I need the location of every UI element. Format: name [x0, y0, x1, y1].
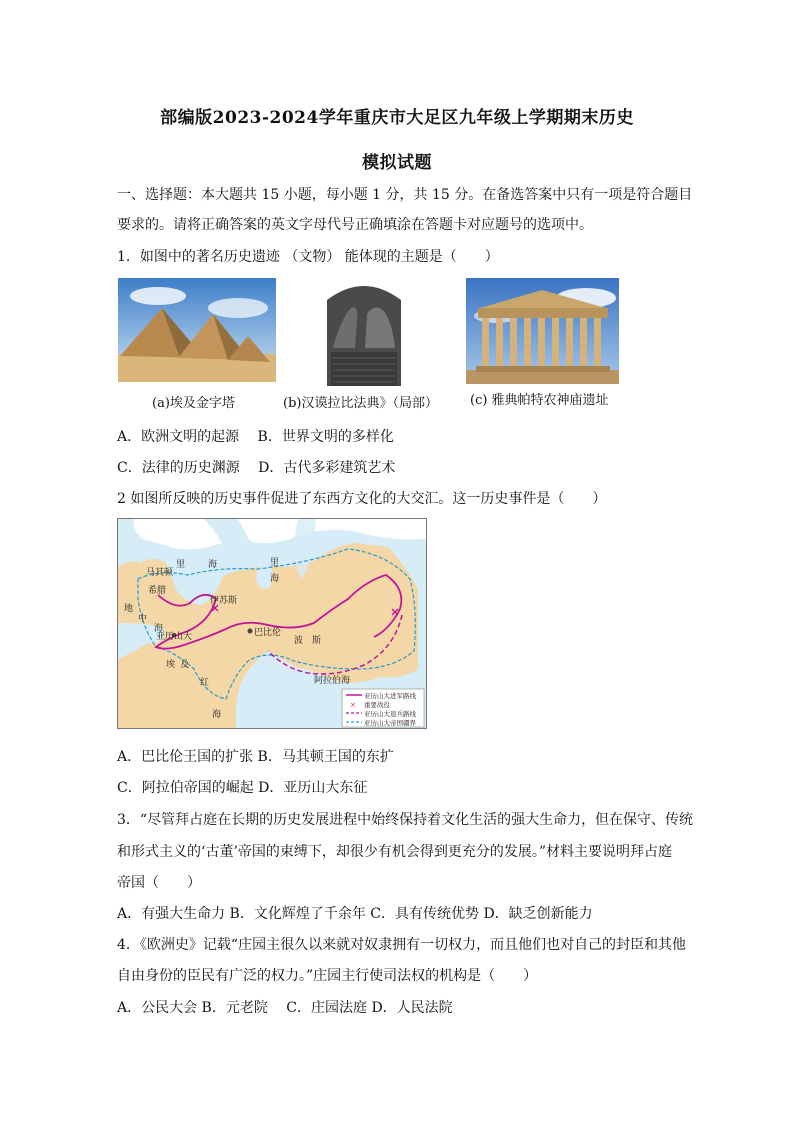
map-label-babylon: 巴比伦: [254, 628, 282, 638]
q1-options-line1: A．欧洲文明的起源 B．世界文明的多样化: [117, 429, 394, 445]
q2-options-line2: C．阿拉伯帝国的崛起 D．亚历山大东征: [117, 780, 368, 796]
map-legend: [342, 689, 424, 727]
q2-options-line1: A．巴比伦王国的扩张 B．马其顿王国的东扩: [117, 749, 394, 765]
alexander-campaign-map: [117, 518, 427, 729]
q3-stem-line1: 3．“尽管拜占庭在长期的历史发展进程中始终保持着文化生活的强大生命力，但在保守、传统: [117, 812, 694, 828]
map-label-arabian-sea: 阿拉伯海: [314, 676, 351, 686]
map-label-mediterranean-1: 地: [124, 604, 134, 614]
svg-text:×: ×: [350, 701, 356, 709]
pyramids-image: [118, 278, 276, 382]
document-title-line2: 模拟试题: [362, 153, 432, 173]
parthenon-image: [466, 278, 619, 384]
q2-stem: 2 如图所反映的历史事件促进了东西方文化的大交汇。这一历史事件是（ ）: [117, 491, 607, 507]
caption-hammurabi: (b)汉谟拉比法典》（局部）: [283, 396, 438, 411]
q3-stem-line3: 帝国（ ）: [117, 875, 201, 891]
legend-advance-route: 亚历山大进军路线: [364, 692, 416, 700]
hammurabi-stele-image: [321, 278, 407, 386]
map-label-issus: 伊苏斯: [210, 596, 238, 606]
q4-options: A．公民大会 B．元老院 C．庄园法庭 D．人民法院: [117, 1000, 453, 1016]
map-label-mediterranean-2: 中: [138, 614, 148, 624]
section-instructions-line1: 一、选择题：本大题共 15 小题，每小题 1 分，共 15 分。在备选答案中只有一项是符合题目: [117, 187, 693, 203]
caption-pyramids: (a)埃及金字塔: [152, 396, 235, 411]
map-label-red-sea-2: 海: [212, 710, 222, 720]
q4-stem-line1: 4．《欧洲史》记载“庄园主很久以来就对奴隶拥有一切权力，而且他们也对自己的封臣和其他: [117, 937, 687, 953]
map-label-black-sea-2: 海: [208, 560, 218, 570]
map-label-alexandria: 亚历山大: [156, 632, 193, 642]
map-label-macedonia: 马其顿: [146, 568, 174, 578]
q1-options-line2: C．法律的历史渊源 D．古代多彩建筑艺术: [117, 460, 396, 476]
q4-stem-line2: 自由身份的臣民有广泛的权力。”庄园主行使司法权的机构是（ ）: [117, 968, 538, 984]
map-label-greece: 希腊: [148, 586, 167, 596]
map-label-caspian-2: 海: [270, 574, 280, 584]
legend-battle: 重要战役: [364, 701, 390, 709]
q1-stem: 1．如图中的著名历史遗迹 （文物） 能体现的主题是（ ）: [117, 249, 499, 265]
map-label-egypt-1: 埃: [166, 660, 176, 670]
caption-parthenon: (c) 雅典帕特农神庙遗址: [470, 393, 609, 408]
map-label-mediterranean-3: 海: [154, 624, 164, 634]
map-label-persia: 波 斯: [294, 636, 322, 646]
map-label-black-sea-1: 里: [176, 560, 186, 570]
section-instructions-line2: 要求的。请将正确答案的英文字母代号正确填涂在答题卡对应题号的选项中。: [117, 217, 593, 233]
legend-empire-border: 亚历山大帝国疆界: [364, 719, 416, 727]
document-title-line1: 部编版2023-2024学年重庆市大足区九年级上学期期末历史: [160, 108, 634, 128]
map-label-egypt-2: 及: [180, 660, 190, 670]
map-label-caspian-1: 里: [270, 558, 280, 568]
q3-stem-line2: 和形式主义的‘古董’帝国的束缚下，却很少有机会得到更充分的发展。”材料主要说明拜占庭: [117, 844, 673, 860]
q3-options: A．有强大生命力 B．文化辉煌了千余年 C．具有传统优势 D．缺乏创新能力: [117, 906, 593, 922]
legend-retreat-route: 亚历山大退兵路线: [364, 710, 416, 718]
map-label-red-sea-1: 红: [200, 678, 210, 688]
